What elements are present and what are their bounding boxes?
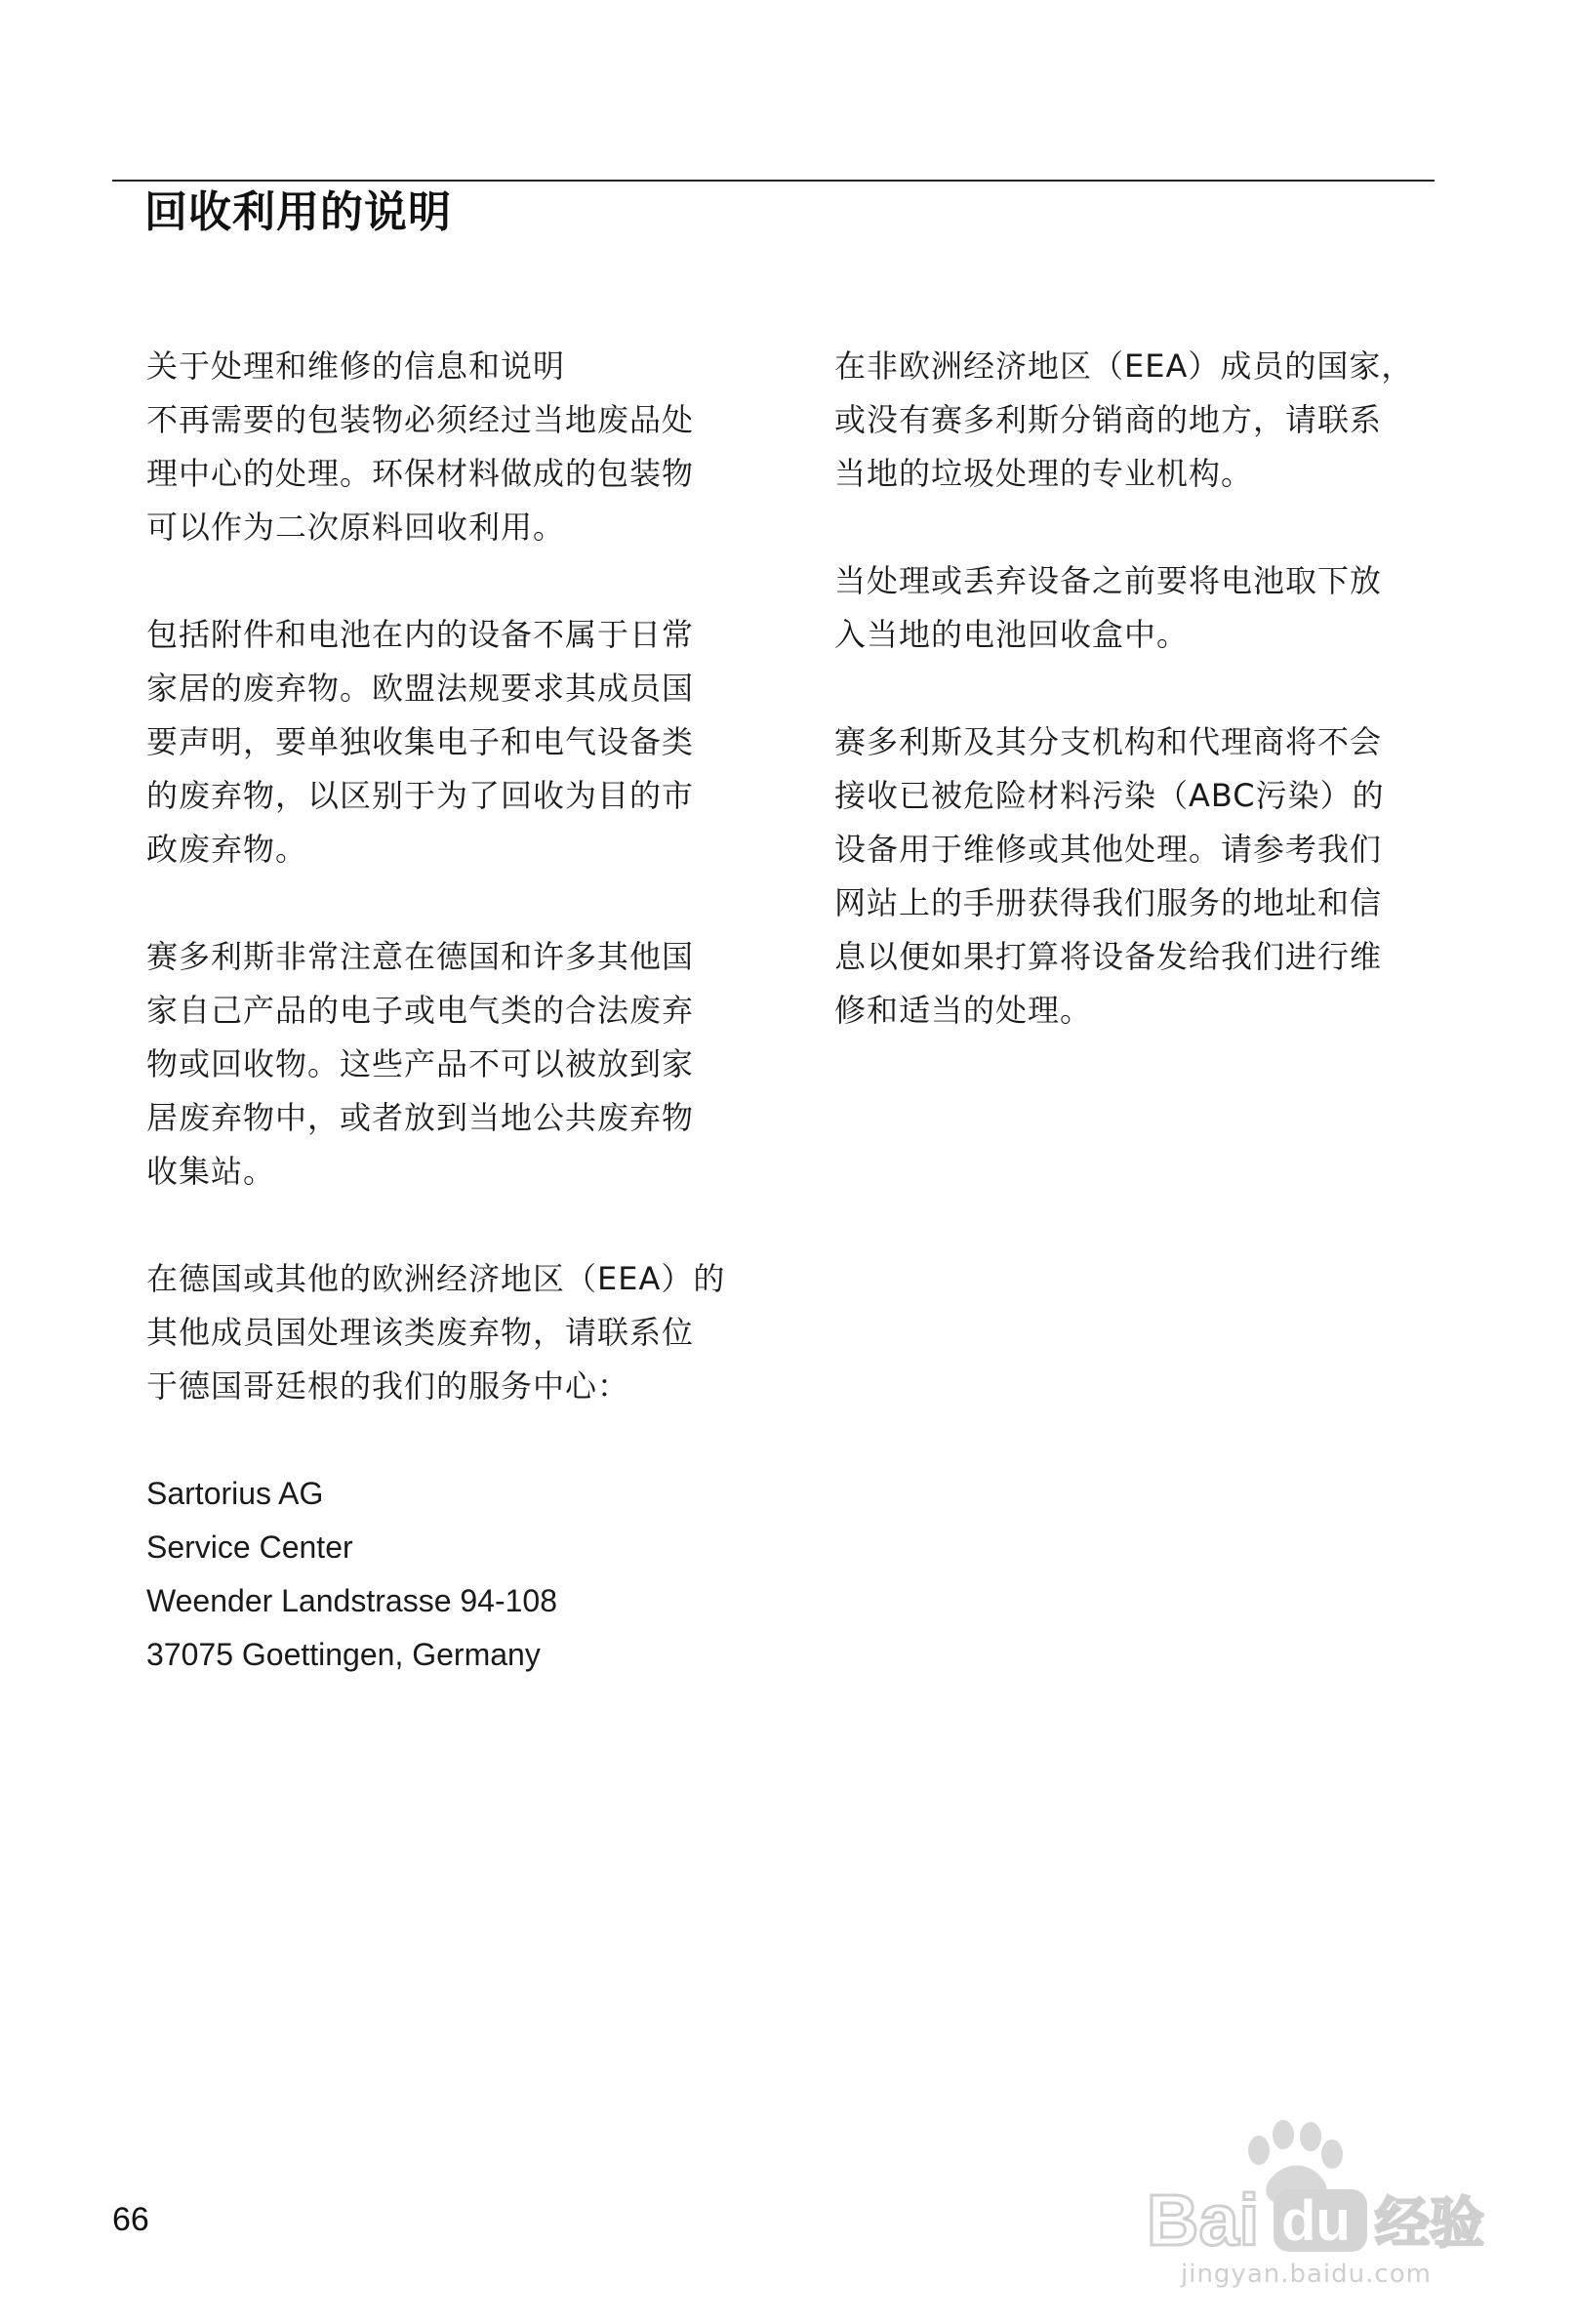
baidu-jingyan-watermark bbox=[1137, 2113, 1508, 2299]
paragraph-eea-contact bbox=[146, 1252, 761, 1413]
text-line: 要声明，要单独收集电子和电气设备类 bbox=[146, 723, 695, 760]
text-line: 当地的垃圾处理的专业机构。 bbox=[834, 455, 1254, 492]
paragraph-contaminated bbox=[834, 715, 1449, 1038]
text-line: 其他成员国处理该类废弃物，请联系位 bbox=[146, 1314, 695, 1351]
right-column bbox=[834, 340, 1449, 1091]
text-line: 于德国哥廷根的我们的服务中心： bbox=[146, 1367, 630, 1405]
service-address bbox=[146, 1467, 761, 1682]
left-column bbox=[146, 340, 761, 1682]
text-line: 居废弃物中，或者放到当地公共废弃物 bbox=[146, 1099, 695, 1136]
text-line: 息以便如果打算将设备发给我们进行维 bbox=[834, 938, 1383, 975]
watermark-text-jingyan: 经验 bbox=[1375, 2192, 1484, 2256]
address-city: 37075 Goettingen, Germany bbox=[146, 1637, 541, 1672]
paragraph-packaging bbox=[146, 340, 761, 554]
page-title: 回收利用的说明 bbox=[144, 187, 452, 237]
watermark-domain: jingyan.baidu.com bbox=[1181, 2260, 1432, 2289]
text-line: 入当地的电池回收盒中。 bbox=[834, 616, 1190, 653]
address-company: Sartorius AG bbox=[146, 1476, 324, 1511]
text-line: 在德国或其他的欧洲经济地区（EEA）的 bbox=[146, 1260, 726, 1297]
paragraph-sartorius-notice bbox=[146, 930, 761, 1199]
text-line: 当处理或丢弃设备之前要将电池取下放 bbox=[834, 562, 1383, 599]
watermark-text-bai: Bai bbox=[1147, 2180, 1260, 2260]
text-line: 政废弃物。 bbox=[146, 831, 308, 868]
address-street: Weender Landstrasse 94-108 bbox=[146, 1583, 558, 1618]
text-line: 关于处理和维修的信息和说明 bbox=[146, 347, 566, 385]
text-line: 家自己产品的电子或电气类的合法废弃 bbox=[146, 992, 695, 1029]
text-line: 可以作为二次原料回收利用。 bbox=[146, 509, 566, 546]
address-department: Service Center bbox=[146, 1529, 353, 1565]
top-rule bbox=[112, 180, 1435, 182]
text-line: 接收已被危险材料污染（ABC污染）的 bbox=[834, 777, 1385, 814]
paragraph-battery bbox=[834, 554, 1449, 662]
watermark-logo bbox=[1137, 2113, 1508, 2260]
watermark-text-du: du bbox=[1281, 2189, 1351, 2253]
text-line: 理中心的处理。环保材料做成的包装物 bbox=[146, 455, 695, 492]
text-line: 不再需要的包装物必须经过当地废品处 bbox=[146, 401, 695, 438]
text-line: 包括附件和电池在内的设备不属于日常 bbox=[146, 616, 695, 653]
text-line: 赛多利斯非常注意在德国和许多其他国 bbox=[146, 938, 695, 975]
text-line: 在非欧洲经济地区（EEA）成员的国家， bbox=[834, 347, 1414, 385]
paragraph-non-eea bbox=[834, 340, 1449, 501]
text-line: 或没有赛多利斯分销商的地方，请联系 bbox=[834, 401, 1383, 438]
text-line: 的废弃物，以区别于为了回收为目的市 bbox=[146, 777, 695, 814]
text-line: 家居的废弃物。欧盟法规要求其成员国 bbox=[146, 670, 695, 707]
text-line: 收集站。 bbox=[146, 1153, 276, 1190]
text-line: 网站上的手册获得我们服务的地址和信 bbox=[834, 884, 1383, 921]
paragraph-eu-regulation bbox=[146, 608, 761, 877]
text-line: 设备用于维修或其他处理。请参考我们 bbox=[834, 831, 1383, 868]
text-line: 修和适当的处理。 bbox=[834, 992, 1093, 1029]
text-line: 物或回收物。这些产品不可以被放到家 bbox=[146, 1045, 695, 1082]
text-line: 赛多利斯及其分支机构和代理商将不会 bbox=[834, 723, 1383, 760]
page-number: 66 bbox=[112, 2201, 149, 2238]
